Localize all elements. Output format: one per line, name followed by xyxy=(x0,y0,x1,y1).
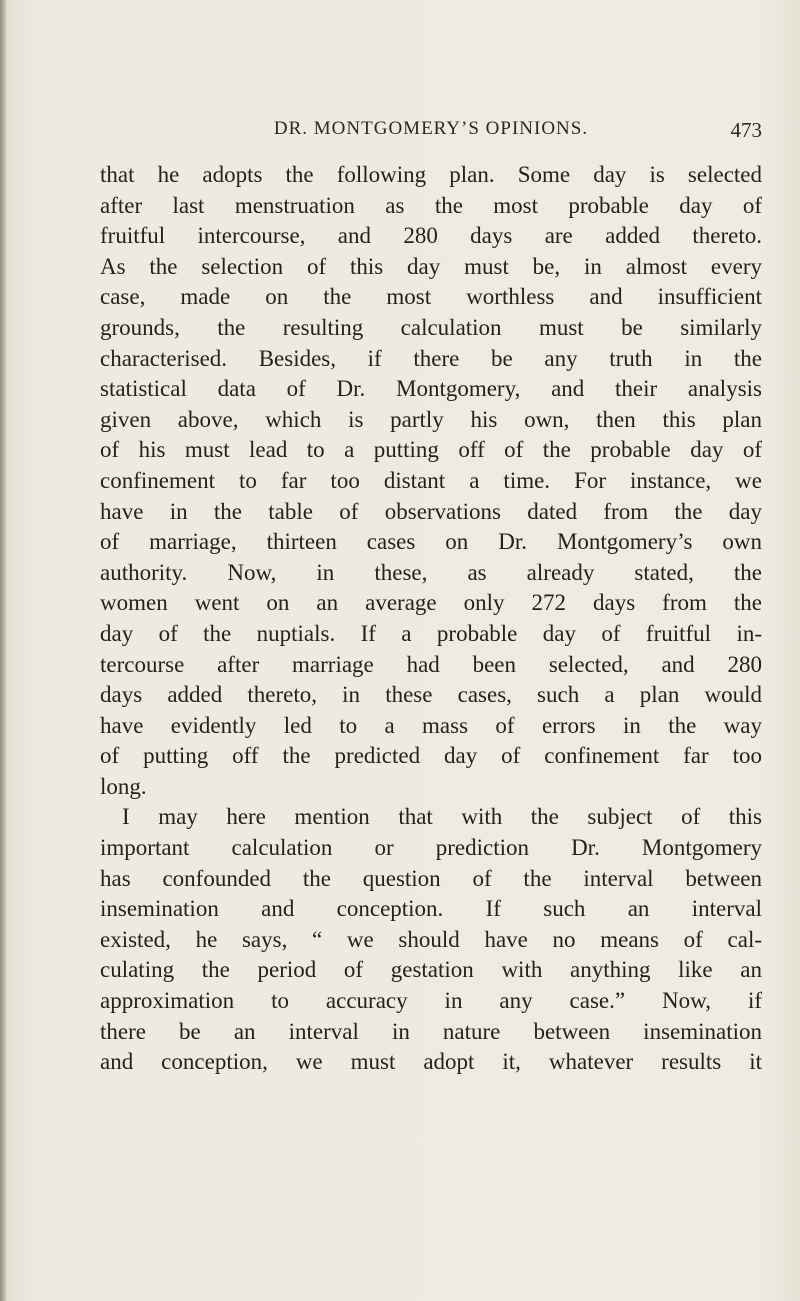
text-line: approximation to accuracy in any case.” Now, if xyxy=(100,988,762,1014)
text-line: statistical data of Dr. Montgomery, and their analysis xyxy=(100,376,762,402)
text-line: authority. Now, in these, as already stated, the xyxy=(100,559,762,585)
text-line: As the selection of this day must be, in almost every xyxy=(100,253,762,279)
text-line: after last menstruation as the most probable day of xyxy=(100,192,762,218)
text-line: insemination and conception. If such an interval xyxy=(100,896,762,922)
text-line: characterised. Besides, if there be any truth in the xyxy=(100,345,762,371)
text-line: given above, which is partly his own, then this plan xyxy=(100,406,762,432)
text-line: tercourse after marriage had been selected, and 280 xyxy=(100,651,762,677)
text-line: long. xyxy=(100,773,147,799)
text-line: and conception, we must adopt it, whatever results it xyxy=(100,1049,762,1075)
text-line: existed, he says, “ we should have no means of cal- xyxy=(100,926,762,952)
text-line: women went on an average only 272 days from the xyxy=(100,590,762,616)
text-line: that he adopts the following plan. Some day is selected xyxy=(100,162,762,187)
text-line: of marriage, thirteen cases on Dr. Montgomery’s own xyxy=(100,529,762,555)
text-line: days added thereto, in these cases, such a plan would xyxy=(100,682,762,708)
text-line: have in the table of observations dated from the day xyxy=(100,498,762,524)
text-line: confinement to far too distant a time. For instance, we xyxy=(100,467,762,493)
text-line: important calculation or prediction Dr. Montgomery xyxy=(100,835,762,861)
page-binding-edge xyxy=(0,0,6,1301)
text-line: culating the period of gestation with anything like an xyxy=(100,957,762,983)
page-header xyxy=(100,118,762,148)
text-line: fruitful intercourse, and 280 days are added thereto. xyxy=(100,223,762,249)
text-line: have evidently led to a mass of errors in the way xyxy=(100,712,762,738)
text-line: of his must lead to a putting off of the probable day of xyxy=(100,437,762,463)
text-line: grounds, the resulting calculation must be similarly xyxy=(100,314,762,340)
text-line: case, made on the most worthless and insufficient xyxy=(100,284,762,310)
text-line: there be an interval in nature between insemination xyxy=(100,1018,762,1044)
body-text xyxy=(100,160,762,1078)
text-line: I may here mention that with the subject of this xyxy=(122,804,762,830)
page-number: 473 xyxy=(730,118,762,142)
running-title: DR. MONTGOMERY’S OPINIONS. xyxy=(273,118,589,139)
text-line: has confounded the question of the interval between xyxy=(100,865,762,891)
text-line: day of the nuptials. If a probable day of fruitful in- xyxy=(100,620,762,646)
text-line: of putting off the predicted day of confinement far too xyxy=(100,743,762,769)
